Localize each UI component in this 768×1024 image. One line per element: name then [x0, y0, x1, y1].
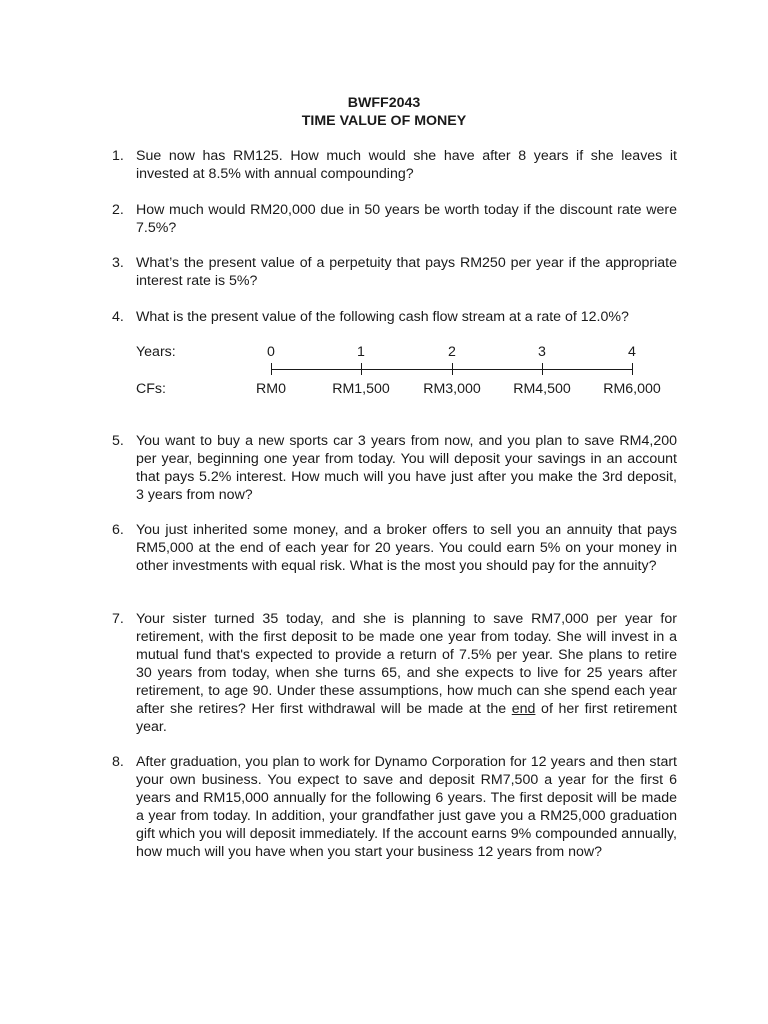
question-number: 6. [112, 522, 124, 538]
question-text: You want to buy a new sports car 3 years from now, and you plan to save RM4,200 per year, beginning one year from today. You will deposit your savings in an account that pays 5.2% interest. How much will you have just after you make the 3rd deposit, 3 years from now? [136, 433, 677, 503]
course-code: BWFF2043 [347, 95, 421, 111]
question-number: 2. [112, 202, 124, 218]
timeline-year: 4 [628, 344, 636, 360]
timeline-tick [542, 363, 543, 375]
question-number: 5. [112, 433, 124, 449]
cfs-label: CFs: [136, 381, 166, 397]
timeline-year: 3 [538, 344, 546, 360]
question-text: After graduation, you plan to work for Dynamo Corporation for 12 years and then start your own business. You expect to save and deposit RM7,500 a year for the first 6 years and RM15,000 annually for the following 6 years. The first deposit will be made a year from today. In addition, your grandfather just gave you a RM25,000 graduation gift which you will deposit immediately. If the account earns 9% compounded annually, how much will you have when you start your business 12 years from now? [136, 754, 677, 860]
timeline-cash-flow: RM6,000 [603, 381, 661, 397]
question-text [136, 610, 677, 736]
timeline-year: 2 [448, 344, 456, 360]
document-title: TIME VALUE OF MONEY [301, 113, 467, 129]
timeline-year: 1 [357, 344, 365, 360]
question-text-part: of her first retirement year. [136, 701, 677, 735]
question-number: 4. [112, 309, 124, 325]
years-label: Years: [136, 344, 176, 360]
question-text: Sue now has RM125. How much would she have after 8 years if she leaves it invested at 8.5% with annual compounding? [136, 148, 677, 182]
timeline-cash-flow: RM3,000 [423, 381, 481, 397]
timeline-tick [452, 363, 453, 375]
question-6 [112, 521, 677, 575]
timeline-tick [271, 363, 272, 375]
timeline-cash-flow: RM1,500 [332, 381, 390, 397]
question-number: 3. [112, 255, 124, 271]
question-7 [112, 610, 677, 736]
question-number: 8. [112, 754, 124, 770]
timeline-tick [632, 363, 633, 375]
question-text: You just inherited some money, and a broker offers to sell you an annuity that pays RM5,000 at the end of each year for 20 years. You could earn 5% on your money in other investments with equal risk. What is the most you should pay for the annuity? [136, 522, 677, 574]
question-2 [112, 201, 677, 237]
timeline-cash-flow: RM4,500 [513, 381, 571, 397]
question-text: What’s the present value of a perpetuity that pays RM250 per year if the appropriate interest rate is 5%? [136, 255, 677, 289]
timeline-year: 0 [267, 344, 275, 360]
question-number: 7. [112, 611, 124, 627]
question-number: 1. [112, 148, 124, 164]
question-text: What is the present value of the following cash flow stream at a rate of 12.0%? [136, 309, 629, 325]
timeline-tick [361, 363, 362, 375]
question-text: How much would RM20,000 due in 50 years be worth today if the discount rate were 7.5%? [136, 202, 677, 236]
question-1 [112, 147, 677, 183]
question-3 [112, 254, 677, 290]
question-5 [112, 432, 677, 504]
question-4 [112, 308, 677, 326]
question-text-part: Your sister turned 35 today, and she is planning to save RM7,000 per year for retirement, with the first deposit to be made one year from today. She will invest in a mutual fund that's expected to provide a return of 7.5% per year. She plans to retire 30 years from today, when she turns 65, and she expects to live for 25 years after retirement, to age 90. Under these assumptions, how much can she spend each year after she retires? Her first withdrawal will be made at the [136, 611, 677, 717]
timeline-cash-flow: RM0 [256, 381, 286, 397]
question-8 [112, 753, 677, 861]
underlined-word: end [511, 701, 536, 717]
